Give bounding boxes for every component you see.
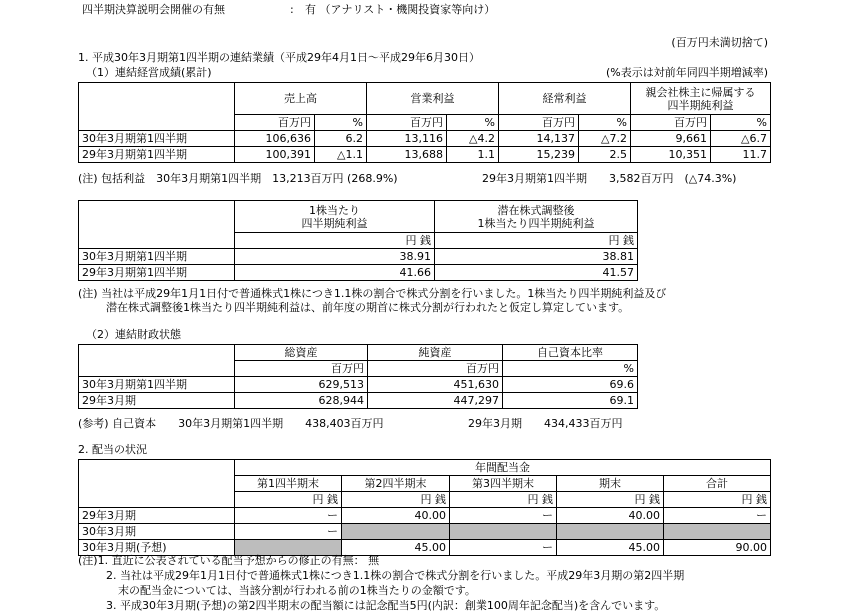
header-blank xyxy=(79,201,235,249)
row-label: 30年3月期第1四半期 xyxy=(79,131,235,147)
table-row xyxy=(79,524,771,540)
header-total: 合計 xyxy=(664,476,771,492)
unit-cell: % xyxy=(579,115,631,131)
table-cell: △4.2 xyxy=(447,131,499,147)
header-eps: 1株当たり 四半期純利益 xyxy=(235,201,435,233)
row-label: 29年3月期 xyxy=(79,508,235,524)
table-cell: 629,513 xyxy=(235,377,368,393)
table-cell: 451,630 xyxy=(368,377,503,393)
table-cell: △6.7 xyxy=(711,131,771,147)
equity-reference-prior: 29年3月期 434,433百万円 xyxy=(468,417,623,430)
row-label: 30年3月期第1四半期 xyxy=(79,249,235,265)
table-row xyxy=(79,377,638,393)
section2-title: 2. 配当の状況 xyxy=(78,443,147,456)
ir-meeting-colon: : xyxy=(290,3,294,16)
table-cell: 41.57 xyxy=(435,265,638,281)
header-blank xyxy=(79,83,235,131)
dividend-note-2: 2. 当社は平成29年1月1日付で普通株式1株につき1.1株の割合で株式分割を行いました。平成29年3月期の第2四半期 xyxy=(106,569,685,582)
header-total-assets: 総資産 xyxy=(235,345,368,361)
header-equity-ratio: 自己資本比率 xyxy=(503,345,638,361)
table-cell: 6.2 xyxy=(315,131,367,147)
operating-results-table xyxy=(78,82,771,163)
table-cell: △1.1 xyxy=(315,147,367,163)
table-cell: 45.00 xyxy=(557,540,664,556)
row-label: 29年3月期第1四半期 xyxy=(79,147,235,163)
unit-cell: 百万円 xyxy=(235,115,315,131)
shaded-cell xyxy=(557,524,664,540)
header-q3-end: 第3四半期末 xyxy=(450,476,557,492)
eps-note-line2: 潜在株式調整後1株当たり四半期純利益は、前年度の期首に株式分割が行われたと仮定し算定しています。 xyxy=(106,301,630,314)
unit-cell: 円 銭 xyxy=(557,492,664,508)
unit-cell: 百万円 xyxy=(631,115,711,131)
table-cell: 15,239 xyxy=(499,147,579,163)
shaded-cell xyxy=(450,524,557,540)
table-cell: 13,116 xyxy=(367,131,447,147)
unit-cell: 円 銭 xyxy=(235,233,435,249)
table-cell: 41.66 xyxy=(235,265,435,281)
header-annual-dividend: 年間配当金 xyxy=(235,460,771,476)
unit-cell: 円 銭 xyxy=(342,492,450,508)
unit-cell: 円 銭 xyxy=(664,492,771,508)
table-cell: 9,661 xyxy=(631,131,711,147)
table-cell: ー xyxy=(664,508,771,524)
header-blank xyxy=(79,345,235,377)
table-cell: 40.00 xyxy=(557,508,664,524)
table-row xyxy=(79,265,638,281)
comprehensive-income-note: (注) 包括利益 30年3月期第1四半期 13,213百万円 (268.9%) xyxy=(78,172,398,185)
unit-note: (百万円未満切捨て) xyxy=(671,36,768,49)
table-cell: 11.7 xyxy=(711,147,771,163)
header-ordinary-income: 経常利益 xyxy=(499,83,631,115)
table-cell: 106,636 xyxy=(235,131,315,147)
row-label: 30年3月期 xyxy=(79,524,235,540)
financial-position-title: （2）連結財政状態 xyxy=(86,328,181,341)
row-label: 29年3月期 xyxy=(79,393,235,409)
table-cell: ー xyxy=(235,524,342,540)
header-q1-end: 第1四半期末 xyxy=(235,476,342,492)
equity-reference-note: (参考) 自己資本 30年3月期第1四半期 438,403百万円 xyxy=(78,417,384,430)
header-year-end: 期末 xyxy=(557,476,664,492)
table-cell: 69.1 xyxy=(503,393,638,409)
table-cell: 14,137 xyxy=(499,131,579,147)
table-cell: 69.6 xyxy=(503,377,638,393)
dividend-note-3: 3. 平成30年3月期(予想)の第2四半期末の配当額には記念配当5円(内訳：創業100周年記念配当)を含んでいます。 xyxy=(106,599,666,612)
table-cell: 100,391 xyxy=(235,147,315,163)
unit-cell: % xyxy=(503,361,638,377)
section1-title: 1. 平成30年3月期第1四半期の連結業績（平成29年4月1日～平成29年6月30日） xyxy=(78,51,480,64)
unit-cell: 百万円 xyxy=(235,361,368,377)
row-label: 29年3月期第1四半期 xyxy=(79,265,235,281)
table-cell: 1.1 xyxy=(447,147,499,163)
table-cell: ー xyxy=(450,508,557,524)
unit-cell: 百万円 xyxy=(499,115,579,131)
table-row xyxy=(79,249,638,265)
table-row xyxy=(79,131,771,147)
unit-cell: % xyxy=(315,115,367,131)
unit-cell: 百万円 xyxy=(367,115,447,131)
table-cell: ー xyxy=(235,508,342,524)
table-cell: 38.91 xyxy=(235,249,435,265)
unit-cell: 円 銭 xyxy=(450,492,557,508)
comprehensive-income-prior: 29年3月期第1四半期 3,582百万円 (△74.3%) xyxy=(482,172,737,185)
ir-meeting-value: 有 （アナリスト・機関投資家等向け） xyxy=(305,3,496,16)
table-cell: 40.00 xyxy=(342,508,450,524)
unit-cell: % xyxy=(447,115,499,131)
unit-cell: % xyxy=(711,115,771,131)
table-cell: 13,688 xyxy=(367,147,447,163)
table-cell: 2.5 xyxy=(579,147,631,163)
table-cell: 45.00 xyxy=(342,540,450,556)
header-net-income: 親会社株主に帰属する 四半期純利益 xyxy=(631,83,771,115)
header-diluted-eps: 潜在株式調整後 1株当たり四半期純利益 xyxy=(435,201,638,233)
shaded-cell xyxy=(664,524,771,540)
table-cell: 38.81 xyxy=(435,249,638,265)
table-row xyxy=(79,508,771,524)
dividend-table xyxy=(78,459,771,556)
header-net-assets: 純資産 xyxy=(368,345,503,361)
financial-position-table xyxy=(78,344,638,409)
unit-cell: 百万円 xyxy=(368,361,503,377)
table-cell: 628,944 xyxy=(235,393,368,409)
header-operating-income: 営業利益 xyxy=(367,83,499,115)
header-blank xyxy=(79,460,235,508)
table-cell: △7.2 xyxy=(579,131,631,147)
dividend-note-1: (注)1. 直近に公表されている配当予想からの修正の有無： 無 xyxy=(78,554,380,567)
table-cell: 10,351 xyxy=(631,147,711,163)
table-cell: 447,297 xyxy=(368,393,503,409)
row-label: 30年3月期第1四半期 xyxy=(79,377,235,393)
header-q2-end: 第2四半期末 xyxy=(342,476,450,492)
header-sales: 売上高 xyxy=(235,83,367,115)
row-label: 30年3月期(予想) xyxy=(79,540,235,556)
operating-results-title: （1）連結経営成績(累計) xyxy=(86,66,212,79)
dividend-note-2-cont: 末の配当金については、当該分割が行われる前の1株当たりの金額です。 xyxy=(118,584,476,597)
table-cell: 90.00 xyxy=(664,540,771,556)
table-row xyxy=(79,147,771,163)
percent-note: (%表示は対前年同四半期増減率) xyxy=(605,66,768,79)
table-row xyxy=(79,393,638,409)
unit-cell: 円 銭 xyxy=(435,233,638,249)
table-cell: ー xyxy=(450,540,557,556)
eps-table xyxy=(78,200,638,281)
ir-meeting-label: 四半期決算説明会開催の有無 xyxy=(82,3,225,16)
shaded-cell xyxy=(342,524,450,540)
unit-cell: 円 銭 xyxy=(235,492,342,508)
eps-note-line1: (注) 当社は平成29年1月1日付で普通株式1株につき1.1株の割合で株式分割を行いました。1株当たり四半期純利益及び xyxy=(78,287,667,300)
